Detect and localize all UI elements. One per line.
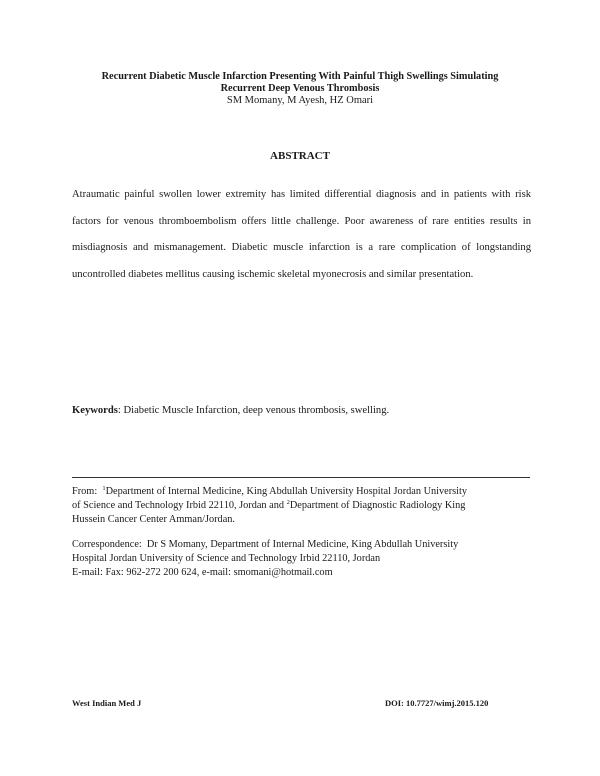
keywords-label: Keywords <box>72 405 118 416</box>
footnote-separator <box>72 477 530 478</box>
affiliation-line-2 <box>72 499 534 512</box>
footer-doi: DOI: 10.7727/wimj.2015.120 <box>385 698 489 708</box>
affiliation-1-text: Department of Internal Medicine, King Abdullah University Hospital Jordan University <box>105 486 468 497</box>
abstract-body: Atraumatic painful swollen lower extremity has limited differential diagnosis and in patients with risk factors for venous thromboembolism offers little challenge. Poor awareness of rare entities results in misdiagnosis and mismanagement. Diabetic muscle infarction is a rare complication of longstanding uncontrolled diabetes mellitus causing ischemic skeletal myonecrosis and similar presentation. <box>72 189 531 280</box>
affiliation-2-text: Department of Diagnostic Radiology King <box>289 500 466 511</box>
affiliation-superscript-2: 2 <box>286 499 290 506</box>
affiliation-line-1 <box>72 485 534 498</box>
footer-journal-name: West Indian Med J <box>72 698 142 708</box>
author-list: SM Momany, M Ayesh, HZ Omari <box>226 95 374 106</box>
abstract-heading: ABSTRACT <box>270 150 330 162</box>
affiliation-from-label: From: <box>72 486 103 497</box>
affiliation-line-3: Hussein Cancer Center Amman/Jordan. <box>72 514 235 525</box>
correspondence-email-line: E-mail: Fax: 962-272 200 624, e-mail: smomani@hotmail.com <box>72 567 333 578</box>
keywords-text: : Diabetic Muscle Infarction, deep venous thrombosis, swelling. <box>117 405 390 416</box>
affiliation-superscript-1: 1 <box>102 485 106 492</box>
correspondence-line-2: Hospital Jordan University of Science and Technology Irbid 22110, Jordan <box>72 553 381 564</box>
article-title-line-1: Recurrent Diabetic Muscle Infarction Presenting With Painful Thigh Swellings Simulating <box>101 71 499 82</box>
correspondence-line-1: Correspondence: Dr S Momany, Department of Internal Medicine, King Abdullah University <box>72 539 459 550</box>
keywords-line <box>72 404 389 417</box>
article-title-line-2: Recurrent Deep Venous Thrombosis <box>220 83 380 94</box>
affiliation-line-2-text: of Science and Technology Irbid 22110, Jordan and <box>72 500 287 511</box>
